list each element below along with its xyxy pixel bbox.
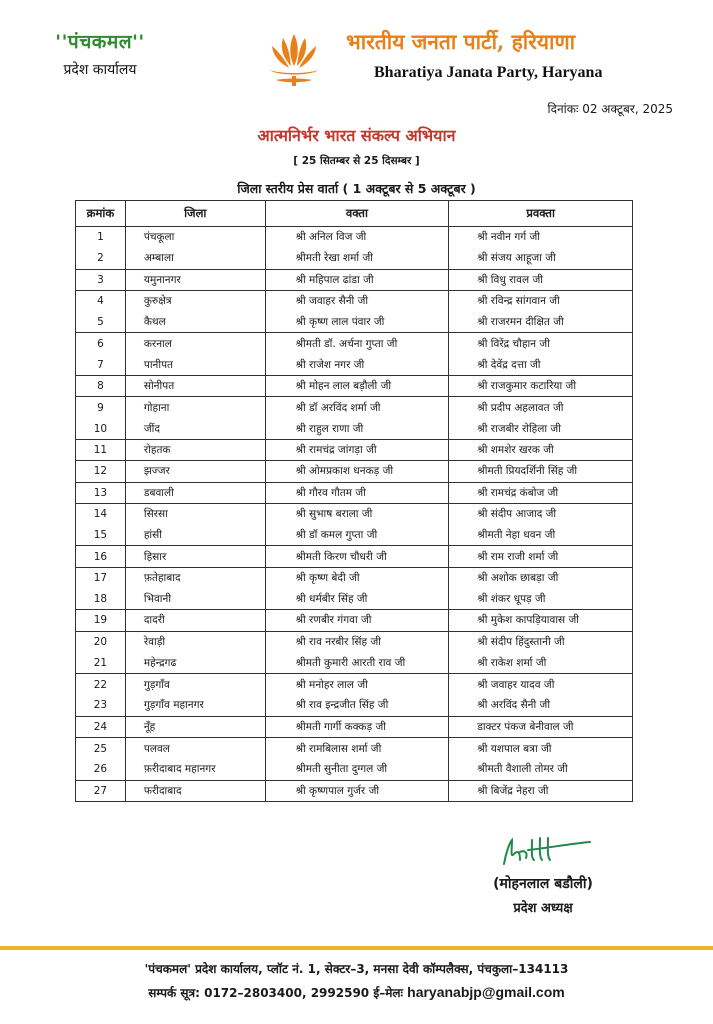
cell-sno: 15 <box>76 525 126 546</box>
cell-speaker: श्रीमती सुनीता दुग्गल जी <box>265 759 449 780</box>
signatory-designation: प्रदेश अध्यक्ष <box>513 901 573 916</box>
cell-spokesperson: श्री देवेंद्र दत्ता जी <box>449 354 633 375</box>
table-row <box>76 589 633 610</box>
cell-spokesperson: श्री संदीप आजाद जी <box>449 503 633 524</box>
cell-sno: 4 <box>76 290 126 311</box>
cell-spokesperson: श्री नवीन गर्ग जी <box>449 227 633 248</box>
cell-district: दादरी <box>125 610 265 631</box>
cell-district: नूँह <box>125 716 265 737</box>
cell-speaker: श्री डॉ कमल गुप्ता जी <box>265 525 449 546</box>
cell-district: रोहतक <box>125 439 265 460</box>
cell-sno: 9 <box>76 397 126 418</box>
cell-district: कुरुक्षेत्र <box>125 290 265 311</box>
header-sno: क्रमांक <box>76 201 126 227</box>
schedule-table-wrapper <box>75 200 633 802</box>
schedule-table <box>75 200 633 802</box>
cell-speaker: श्री राहुल राणा जी <box>265 418 449 439</box>
header-speaker: वक्ता <box>265 201 449 227</box>
lotus-logo-icon <box>262 28 326 92</box>
cell-speaker: श्री महिपाल ढांडा जी <box>265 269 449 290</box>
cell-district: यमुनानगर <box>125 269 265 290</box>
cell-sno: 7 <box>76 354 126 375</box>
cell-sno: 21 <box>76 652 126 673</box>
cell-spokesperson: श्री शंकर धूपड़ जी <box>449 589 633 610</box>
cell-sno: 13 <box>76 482 126 503</box>
footer-contact <box>0 984 713 1001</box>
cell-speaker: श्री मोहन लाल बड़ौली जी <box>265 376 449 397</box>
cell-sno: 18 <box>76 589 126 610</box>
cell-district: अम्बाला <box>125 248 265 269</box>
cell-spokesperson: श्री राजबीर रोहिला जी <box>449 418 633 439</box>
cell-sno: 27 <box>76 780 126 801</box>
contact-email: haryanabjp@gmail.com <box>407 984 565 1000</box>
cell-sno: 8 <box>76 376 126 397</box>
table-row <box>76 652 633 673</box>
header-district: जिला <box>125 201 265 227</box>
table-row <box>76 716 633 737</box>
table-row <box>76 503 633 524</box>
cell-speaker: श्रीमती डॉ. अर्चना गुप्ता जी <box>265 333 449 354</box>
cell-spokesperson: डाक्टर पंकज बेनीवाल जी <box>449 716 633 737</box>
cell-speaker: श्रीमती किरण चौधरी जी <box>265 546 449 567</box>
cell-sno: 2 <box>76 248 126 269</box>
cell-sno: 11 <box>76 439 126 460</box>
cell-speaker: श्री गौरव गौतम जी <box>265 482 449 503</box>
cell-speaker: श्री डॉ अरविंद शर्मा जी <box>265 397 449 418</box>
table-row <box>76 333 633 354</box>
table-row <box>76 461 633 482</box>
cell-sno: 22 <box>76 674 126 695</box>
table-row <box>76 312 633 333</box>
table-row <box>76 376 633 397</box>
cell-spokesperson: श्री मुकेश कापड़ियावास जी <box>449 610 633 631</box>
table-row <box>76 631 633 652</box>
table-body <box>76 227 633 802</box>
table-row <box>76 354 633 375</box>
cell-district: फ़रीदाबाद महानगर <box>125 759 265 780</box>
cell-spokesperson: श्री अरविंद सैनी जी <box>449 695 633 716</box>
table-row <box>76 397 633 418</box>
cell-spokesperson: श्री यशपाल बत्रा जी <box>449 738 633 759</box>
table-row <box>76 780 633 801</box>
cell-speaker: श्रीमती गार्गी कक्कड़ जी <box>265 716 449 737</box>
cell-spokesperson: श्री राम राजी शर्मा जी <box>449 546 633 567</box>
cell-district: हिसार <box>125 546 265 567</box>
cell-spokesperson: श्रीमती प्रियदर्शिनी सिंह जी <box>449 461 633 482</box>
cell-district: गोहाना <box>125 397 265 418</box>
table-row <box>76 439 633 460</box>
cell-district: फरीदाबाद <box>125 780 265 801</box>
cell-district: पंचकूला <box>125 227 265 248</box>
cell-sno: 12 <box>76 461 126 482</box>
footer-divider <box>0 946 713 950</box>
party-name-english: Bharatiya Janata Party, Haryana <box>374 64 603 81</box>
cell-sno: 23 <box>76 695 126 716</box>
office-label: प्रदेश कार्यालय <box>63 62 137 78</box>
cell-spokesperson: श्री विधु रावल जी <box>449 269 633 290</box>
header-spokesperson: प्रवक्ता <box>449 201 633 227</box>
table-row <box>76 674 633 695</box>
cell-district: गुड़गाँव <box>125 674 265 695</box>
cell-speaker: श्रीमती रेखा शर्मा जी <box>265 248 449 269</box>
cell-speaker: श्री जवाहर सैनी जी <box>265 290 449 311</box>
table-row <box>76 610 633 631</box>
cell-speaker: श्री कृष्ण बेदी जी <box>265 567 449 588</box>
table-row <box>76 567 633 588</box>
cell-sno: 17 <box>76 567 126 588</box>
cell-district: कैथल <box>125 312 265 333</box>
cell-speaker: श्री कृष्ण लाल पंवार जी <box>265 312 449 333</box>
cell-district: करनाल <box>125 333 265 354</box>
cell-spokesperson: श्री जवाहर यादव जी <box>449 674 633 695</box>
cell-district: जींद <box>125 418 265 439</box>
cell-sno: 26 <box>76 759 126 780</box>
cell-district: झज्जर <box>125 461 265 482</box>
cell-spokesperson: श्री शमशेर खरक जी <box>449 439 633 460</box>
cell-spokesperson: श्री रविन्द्र सांगवान जी <box>449 290 633 311</box>
signatory-name: (मोहनलाल बडौली) <box>493 876 593 892</box>
party-name-hindi: भारतीय जनता पार्टी, हरियाणा <box>346 29 576 54</box>
cell-spokesperson: श्री बिजेंद्र नेहरा जी <box>449 780 633 801</box>
cell-district: गुड़गाँव महानगर <box>125 695 265 716</box>
cell-sno: 19 <box>76 610 126 631</box>
cell-spokesperson: श्री संदीप हिंदुस्तानी जी <box>449 631 633 652</box>
document-date: दिनांकः 02 अक्टूबर, 2025 <box>547 102 673 116</box>
cell-speaker: श्री धर्मबीर सिंह जी <box>265 589 449 610</box>
cell-district: फ़तेहाबाद <box>125 567 265 588</box>
signature-mark <box>498 830 594 870</box>
cell-spokesperson: श्रीमती नेहा धवन जी <box>449 525 633 546</box>
cell-spokesperson: श्री राजकुमार कटारिया जी <box>449 376 633 397</box>
table-row <box>76 482 633 503</box>
cell-speaker: श्री कृष्णपाल गुर्जर जी <box>265 780 449 801</box>
cell-district: पानीपत <box>125 354 265 375</box>
office-brand: ''पंचकमल'' <box>55 31 145 53</box>
table-row <box>76 248 633 269</box>
table-row <box>76 738 633 759</box>
table-row <box>76 269 633 290</box>
cell-spokesperson: श्री विरेंद्र चौहान जी <box>449 333 633 354</box>
cell-spokesperson: श्री रामचंद्र कंबोज जी <box>449 482 633 503</box>
cell-spokesperson: श्री संजय आहूजा जी <box>449 248 633 269</box>
cell-spokesperson: श्री राजरमन दीक्षित जी <box>449 312 633 333</box>
table-row <box>76 525 633 546</box>
table-header-row <box>76 201 633 227</box>
cell-spokesperson: श्री अशोक छाबड़ा जी <box>449 567 633 588</box>
cell-sno: 16 <box>76 546 126 567</box>
cell-sno: 20 <box>76 631 126 652</box>
cell-district: रेवाड़ी <box>125 631 265 652</box>
campaign-title: आत्मनिर्भर भारत संकल्प अभियान <box>257 126 456 145</box>
cell-district: भिवानी <box>125 589 265 610</box>
table-row <box>76 546 633 567</box>
cell-sno: 1 <box>76 227 126 248</box>
cell-spokesperson: श्री प्रदीप अहलावत जी <box>449 397 633 418</box>
campaign-period: [ 25 सितम्बर से 25 दिसम्बर ] <box>293 155 420 167</box>
cell-speaker: श्री अनिल विज जी <box>265 227 449 248</box>
press-conference-subtitle: जिला स्तरीय प्रेस वार्ता ( 1 अक्टूबर से 5 अक्टूबर ) <box>237 181 476 196</box>
cell-speaker: श्री राव इन्द्रजीत सिंह जी <box>265 695 449 716</box>
cell-sno: 5 <box>76 312 126 333</box>
cell-speaker: श्री ओमप्रकाश धनकड़ जी <box>265 461 449 482</box>
cell-sno: 14 <box>76 503 126 524</box>
table-row <box>76 695 633 716</box>
cell-district: महेन्द्रगढ <box>125 652 265 673</box>
cell-sno: 3 <box>76 269 126 290</box>
cell-sno: 24 <box>76 716 126 737</box>
cell-speaker: श्री मनोहर लाल जी <box>265 674 449 695</box>
footer-address: 'पंचकमल' प्रदेश कार्यालय, प्लॉट नं. 1, सेक्टर–3, मनसा देवी कॉम्पलैक्स, पंचकुला–134113 <box>144 962 569 976</box>
cell-speaker: श्री रणबीर गंगवा जी <box>265 610 449 631</box>
table-row <box>76 227 633 248</box>
cell-spokesperson: श्री राकेश शर्मा जी <box>449 652 633 673</box>
cell-speaker: श्री राव नरबीर सिंह जी <box>265 631 449 652</box>
cell-district: सिरसा <box>125 503 265 524</box>
table-row <box>76 290 633 311</box>
table-row <box>76 418 633 439</box>
cell-speaker: श्री रामचंद्र जांगड़ा जी <box>265 439 449 460</box>
cell-district: हांसी <box>125 525 265 546</box>
contact-numbers: सम्पर्क सूत्र: 0172–2803400, 2992590 ई–मेलः <box>148 986 403 1000</box>
cell-district: डबवाली <box>125 482 265 503</box>
cell-sno: 6 <box>76 333 126 354</box>
party-header <box>346 28 686 82</box>
cell-sno: 10 <box>76 418 126 439</box>
cell-speaker: श्री सुभाष बराला जी <box>265 503 449 524</box>
cell-district: सोनीपत <box>125 376 265 397</box>
cell-speaker: श्रीमती कुमारी आरती राव जी <box>265 652 449 673</box>
cell-district: पलवल <box>125 738 265 759</box>
cell-spokesperson: श्रीमती वैशाली तोमर जी <box>449 759 633 780</box>
cell-speaker: श्री राजेश नगर जी <box>265 354 449 375</box>
cell-speaker: श्री रामबिलास शर्मा जी <box>265 738 449 759</box>
table-row <box>76 759 633 780</box>
cell-sno: 25 <box>76 738 126 759</box>
office-header <box>30 28 170 79</box>
